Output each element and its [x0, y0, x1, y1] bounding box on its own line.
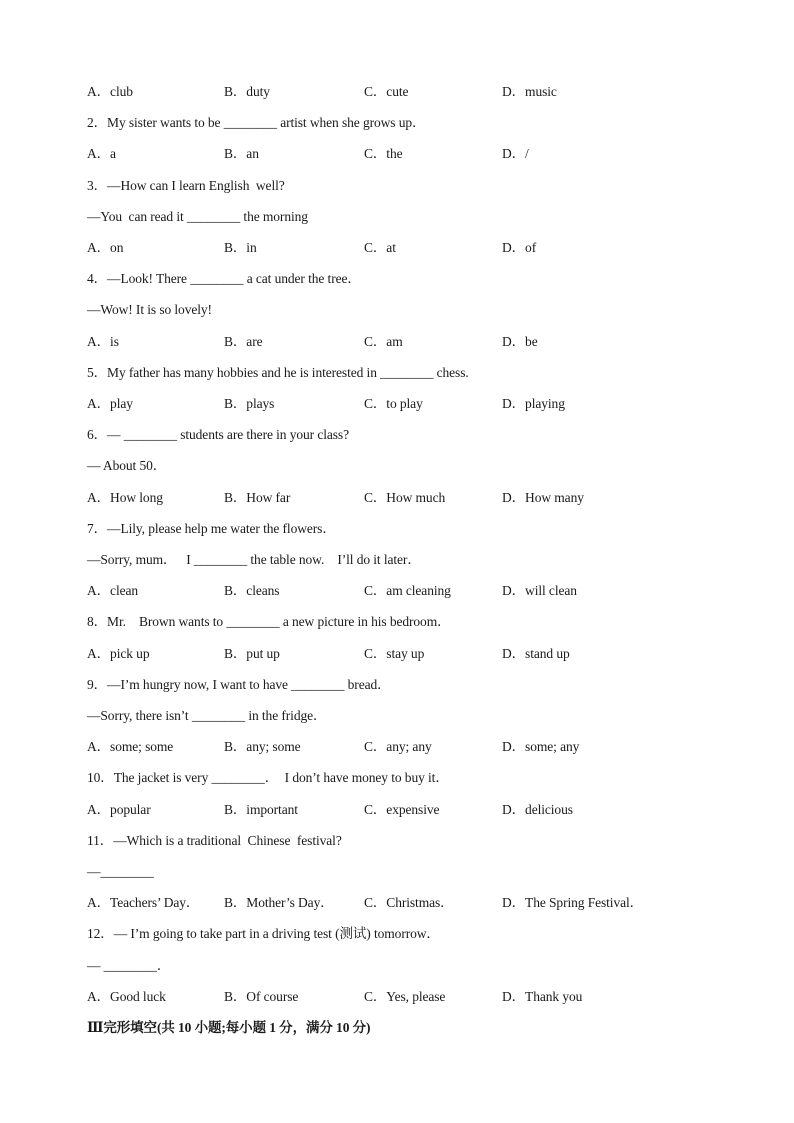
question-text: —Sorry, mum． I ________ the table now. I’ll do it later．: [87, 552, 421, 567]
section-heading: Ⅲ完形填空(共 10 小题;每小题 1 分，满分 10 分): [87, 1020, 371, 1035]
question-text: —You can read it ________ the morning: [87, 208, 308, 224]
question-text: 6．— ________ students are there in your class?: [87, 427, 349, 443]
option-a: A．is: [87, 333, 119, 349]
option-c: C．How much: [364, 489, 446, 505]
option-c: C．cute: [364, 84, 409, 99]
option-b: B．put up: [224, 645, 280, 661]
question-text: —Sorry, there isn’t ________ in the fridge．: [87, 708, 327, 723]
option-b: B．important: [224, 801, 298, 817]
option-a: A．pick up: [87, 645, 150, 661]
option-c: C．am: [364, 333, 403, 349]
option-d: D．of: [502, 240, 537, 255]
question-text: 11．—Which is a traditional Chinese festival?: [87, 832, 342, 848]
question-text: 10．The jacket is very ________． I don’t have money to buy it．: [87, 770, 449, 786]
option-c: C．stay up: [364, 645, 425, 661]
option-c: C．the: [364, 146, 403, 162]
option-d: D．music: [502, 84, 557, 99]
option-d: D．some; any: [502, 739, 580, 755]
option-b: B．Of course: [224, 988, 299, 1004]
option-a: A．on: [87, 240, 124, 255]
question-text: 12．— I’m going to take part in a driving test (测试) tomorrow．: [87, 926, 440, 942]
option-d: D．will clean: [502, 583, 577, 599]
option-c: C．am cleaning: [364, 583, 451, 599]
option-a: A．popular: [87, 801, 151, 817]
option-d: D．How many: [502, 489, 584, 505]
question-text: —________: [87, 864, 154, 879]
option-d: D．delicious: [502, 801, 573, 817]
question-text: —Wow! It is so lovely!: [87, 302, 212, 318]
option-d: D．/: [502, 146, 529, 162]
question-text: 7．—Lily, please help me water the flowers．: [87, 520, 336, 536]
option-a: A．a: [87, 146, 116, 162]
option-b: B．plays: [224, 396, 275, 411]
option-b: B．How far: [224, 489, 291, 505]
option-c: C．Yes, please: [364, 988, 446, 1004]
question-text: 2．My sister wants to be ________ artist when she grows up．: [87, 115, 426, 131]
question-text: — ________．: [87, 957, 171, 973]
question-text: 8．Mr. Brown wants to ________ a new picture in his bedroom．: [87, 614, 451, 630]
option-a: A．club: [87, 84, 133, 99]
option-a: A．How long: [87, 489, 163, 505]
option-b: B．an: [224, 146, 259, 162]
option-b: B．duty: [224, 84, 270, 99]
option-c: C．expensive: [364, 801, 440, 817]
option-d: D．be: [502, 333, 538, 349]
question-text: 3．—How can I learn English well?: [87, 177, 285, 193]
option-c: C．Christmas．: [364, 895, 454, 911]
option-c: C．any; any: [364, 739, 432, 755]
option-b: B．Mother’s Day．: [224, 895, 334, 911]
option-b: B．in: [224, 240, 257, 255]
option-d: D．The Spring Festival．: [502, 895, 644, 911]
option-c: C．to play: [364, 396, 423, 411]
question-text: 9．—I’m hungry now, I want to have ________ bread．: [87, 676, 391, 692]
option-a: A．clean: [87, 583, 139, 599]
option-d: D．Thank you: [502, 988, 583, 1004]
option-c: C．at: [364, 240, 396, 255]
option-a: A．play: [87, 396, 133, 411]
option-d: D．playing: [502, 396, 565, 411]
question-text: 5．My father has many hobbies and he is interested in ________ chess.: [87, 364, 469, 380]
option-b: B．are: [224, 333, 263, 349]
option-b: B．cleans: [224, 583, 280, 599]
option-a: A．Teachers’ Day．: [87, 895, 200, 911]
question-text: — About 50．: [87, 458, 167, 474]
question-text: 4．—Look! There ________ a cat under the tree．: [87, 271, 361, 287]
option-d: D．stand up: [502, 645, 570, 661]
option-a: A．some; some: [87, 739, 174, 755]
option-b: B．any; some: [224, 739, 301, 755]
option-a: A．Good luck: [87, 988, 166, 1004]
